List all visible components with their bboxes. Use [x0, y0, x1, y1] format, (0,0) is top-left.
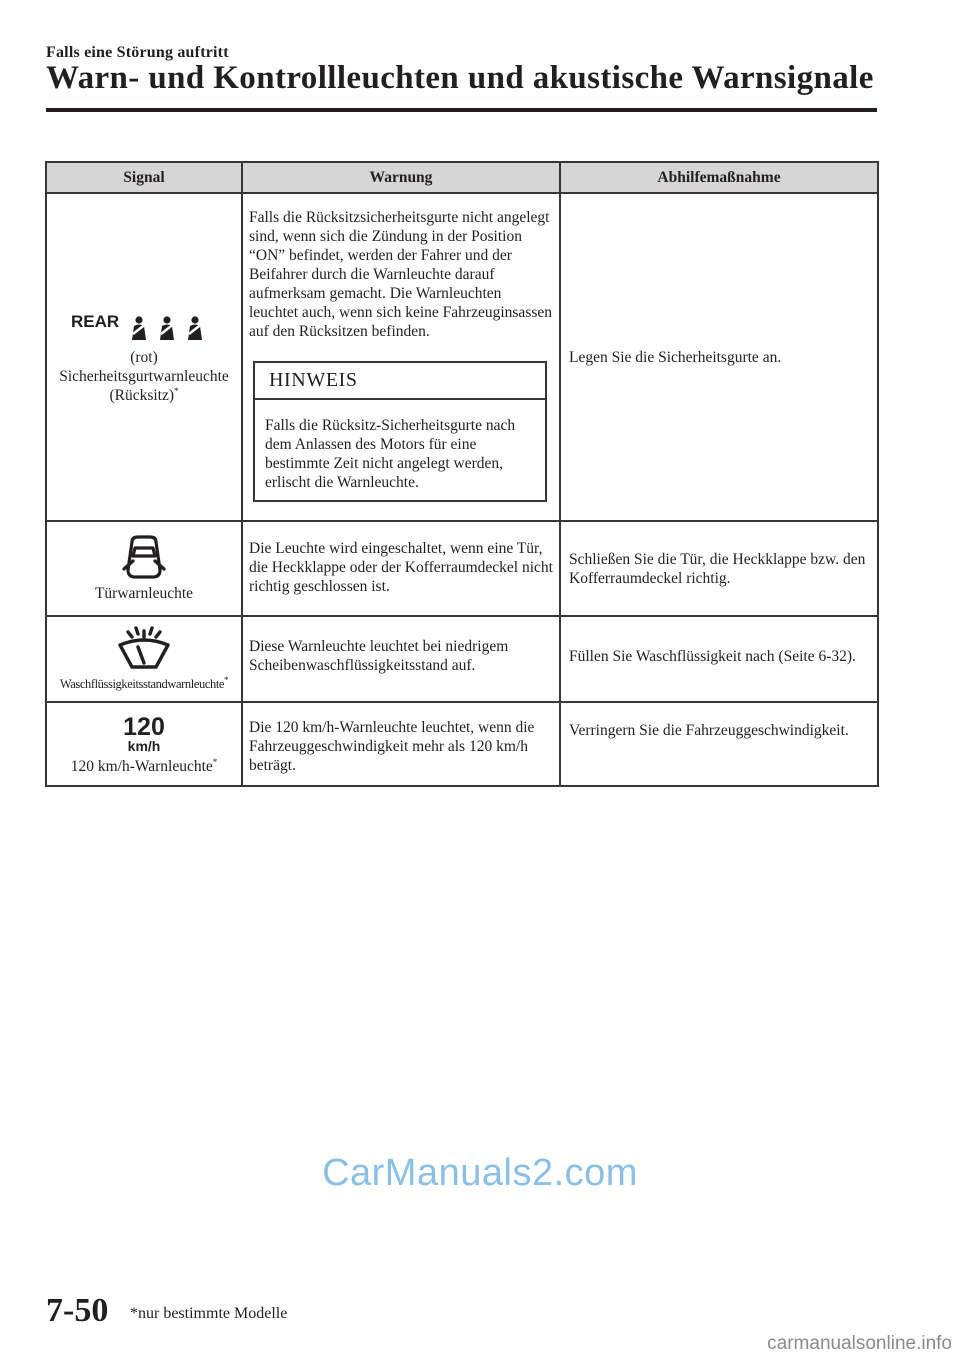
signal-name: 120 km/h-Warnleuchte* — [70, 756, 218, 775]
remedy-cell: Schließen Sie die Tür, die Heckklappe bzw. den Kofferraumdeckel richtig. — [560, 521, 878, 616]
table-row — [46, 702, 878, 786]
signal-cell — [46, 521, 242, 616]
signal-color-note: (rot) — [130, 348, 158, 366]
title-rule — [46, 108, 877, 112]
rear-seatbelt-warning-icon — [51, 310, 237, 344]
model-mark: * — [224, 674, 229, 685]
warning-cell — [242, 616, 560, 702]
washer-fluid-icon — [51, 625, 237, 671]
speed-icon-number: 120 — [123, 712, 165, 741]
section-label: Falls eine Störung auftritt — [46, 44, 229, 61]
warning-table — [45, 161, 879, 787]
note-text: Falls die Rücksitz-Sicherheitsgurte nach dem Anlassen des Motors für eine bestimmte Zeit nicht angelegt werden, erlischt die Warnleuchte. — [265, 417, 516, 491]
table-row — [46, 616, 878, 702]
warning-text: Falls die Rücksitzsicherheitsgurte nicht angelegt sind, wenn sich die Zündung in der Position “ON” befindet, werden der Fahrer und der Beifahrer durch die Warnleuchte darauf aufmerksam gemacht. Die Warnleuchten leuchtet auch, wenn sich keine Fahrzeuginsassen auf den Rücksitzen befinden. — [249, 209, 553, 340]
speed-120-icon — [51, 713, 237, 753]
signal-cell — [46, 616, 242, 702]
table-row — [46, 521, 878, 616]
warning-cell: Die 120 km/h-Warnleuchte leuchtet, wenn die Fahrzeuggeschwindigkeit mehr als 120 km/h beträgt. — [242, 702, 560, 786]
model-mark: * — [174, 385, 179, 396]
page-title: Warn- und Kontrollleuchten und akustische Warnsignale — [46, 60, 874, 96]
model-mark: * — [212, 756, 218, 767]
signal-name: Türwarnleuchte — [94, 585, 194, 602]
warning-cell — [242, 193, 560, 521]
rear-icon-text: REAR — [71, 311, 120, 331]
header-warning: Warnung — [242, 162, 560, 193]
header-remedy: Abhilfemaßnahme — [560, 162, 878, 193]
table-header-row — [46, 162, 878, 193]
remedy-cell: Füllen Sie Waschflüssigkeit nach (Seite 6-32). — [560, 616, 878, 702]
page-number: 7-50 — [46, 1292, 109, 1329]
remedy-cell: Verringern Sie die Fahrzeuggeschwindigkeit. — [560, 702, 878, 786]
note-title: HINWEIS — [255, 363, 545, 400]
door-ajar-icon — [51, 534, 237, 580]
warning-text: Diese Warnleuchte leuchtet bei niedrigem Scheibenwaschflüssigkeitsstand auf. — [249, 638, 509, 674]
header-signal: Signal — [46, 162, 242, 193]
watermark: CarManuals2.com — [322, 1152, 638, 1194]
signal-cell — [46, 193, 242, 521]
note-box — [253, 361, 547, 502]
table-row — [46, 193, 878, 521]
footnote: *nur bestimmte Modelle — [130, 1305, 288, 1322]
warning-cell: Die Leuchte wird eingeschaltet, wenn eine Tür, die Heckklappe oder der Kofferraumdeckel nicht richtig geschlossen ist. — [242, 521, 560, 616]
signal-subname: (Rücksitz)* — [109, 385, 179, 404]
signal-name: Waschflüssigkeitsstandwarnleuchte* — [59, 674, 229, 691]
signal-cell — [46, 702, 242, 786]
footer-site-watermark: carmanualsonline.info — [767, 1333, 952, 1354]
signal-name: Sicherheitsgurtwarnleuchte — [59, 367, 229, 385]
remedy-cell: Legen Sie die Sicherheitsgurte an. — [560, 193, 878, 521]
speed-icon-unit: km/h — [127, 737, 161, 753]
